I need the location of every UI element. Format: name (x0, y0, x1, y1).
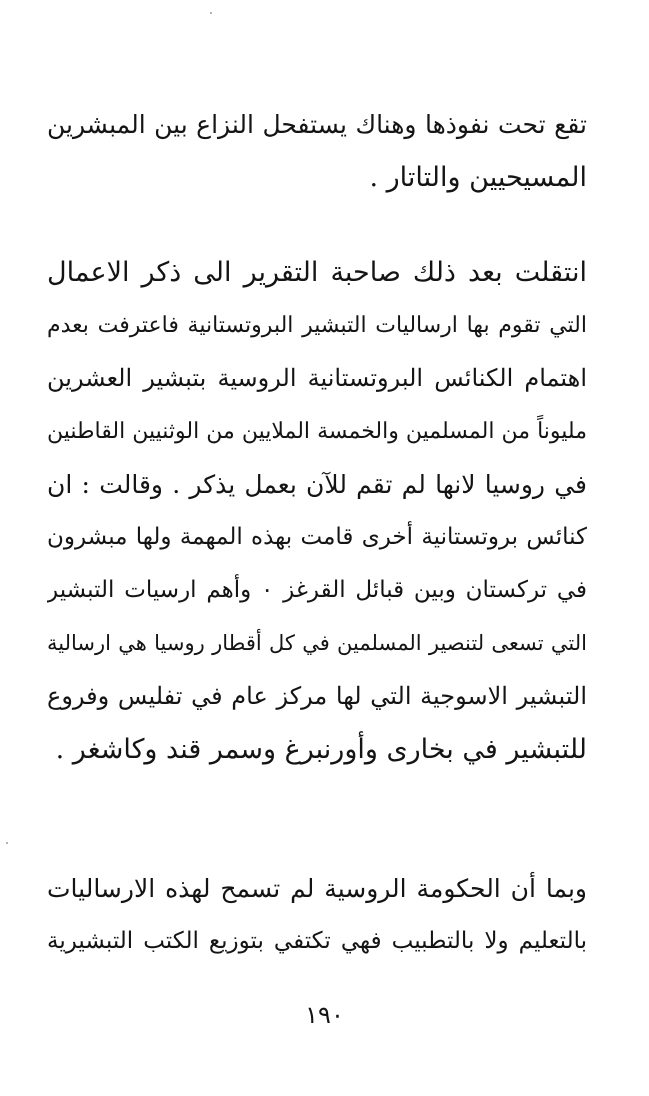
text-line: التي تسعى لتنصير المسلمين في كل أقطار روسيا هي ارسالية (47, 631, 587, 655)
paragraph-1 (47, 98, 587, 204)
text-line: في تركستان وبين قبائل القرغز ٠ وأهم ارسيات التبشير (47, 577, 587, 603)
page-number: ١٩٠ (305, 1001, 344, 1029)
text-line: للتبشير في بخارى وأورنبرغ وسمر قند وكاشغر . (55, 734, 587, 765)
text-line: كنائس بروتستانية أخرى قامت بهذه المهمة ولها مبشرون (47, 524, 587, 550)
scan-speck (6, 842, 8, 844)
text-line: وبما أن الحكومة الروسية لم تسمح لهذه الارساليات (47, 874, 587, 903)
text-line: التي تقوم بها ارساليات التبشير البروتستانية فاعترفت بعدم (47, 313, 587, 338)
paragraph-3 (47, 862, 587, 968)
text-line: بالتعليم ولا بالتطبيب فهي تكتفي بتوزيع الكتب التبشيرية (47, 928, 587, 954)
paragraph-2 (47, 246, 587, 776)
text-line: اهتمام الكنائس البروتستانية الروسية بتبشير العشرين (47, 364, 587, 392)
text-line: انتقلت بعد ذلك صاحبة التقرير الى ذكر الاعمال (47, 257, 587, 288)
text-line: تقع تحت نفوذها وهناك يستفحل النزاع بين المبشرين (47, 110, 587, 139)
text-line: التبشير الاسوجية التي لها مركز عام في تفليس وفروع (47, 682, 587, 710)
scan-speck (210, 12, 212, 14)
text-line: مليوناً من المسلمين والخمسة الملايين من الوثنيين القاطنين (47, 419, 587, 444)
text-line: في روسيا لانها لم تقم للآن بعمل يذكر . وقالت : ان (47, 470, 587, 499)
text-line: المسيحيين والتاتار . (369, 162, 587, 193)
